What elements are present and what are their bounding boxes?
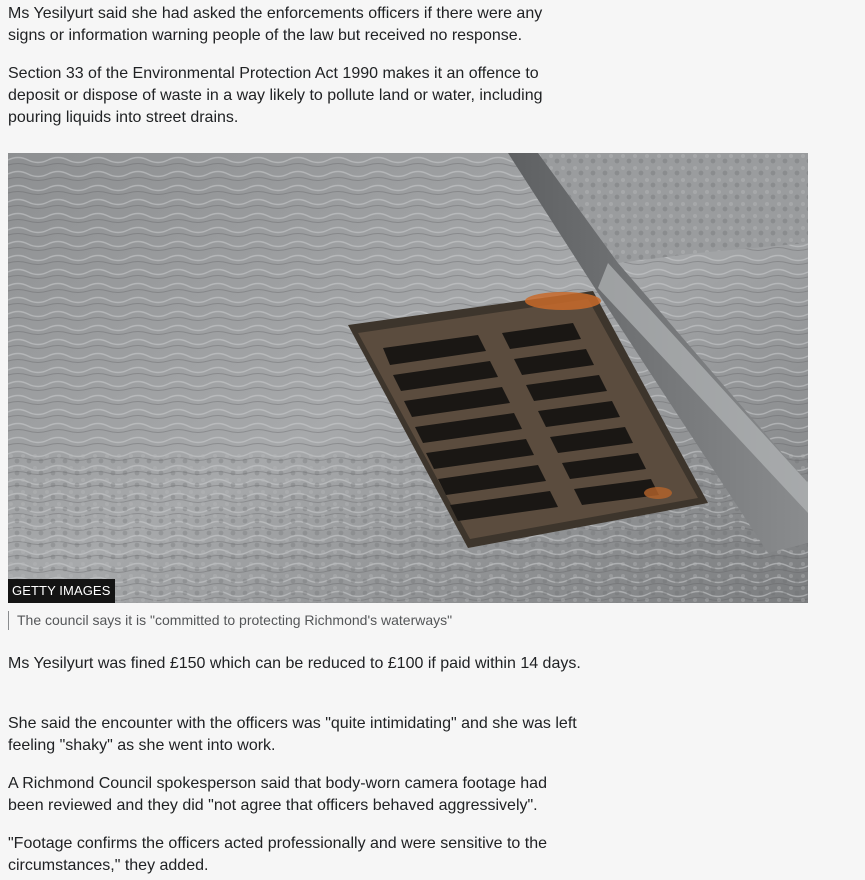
- image-caption: The council says it is "committed to protecting Richmond's waterways": [8, 611, 452, 630]
- paragraph-council-response: A Richmond Council spokesperson said that body-worn camera footage had been reviewed and they did "not agree that officers behaved aggressively".: [8, 775, 547, 814]
- paragraph-footage-quote: "Footage confirms the officers acted professionally and were sensitive to the circumstances," they added.: [8, 835, 547, 874]
- image-credit-badge: GETTY IMAGES: [8, 579, 115, 603]
- drain-photo: [8, 153, 808, 603]
- drain-photo-illustration: [8, 153, 808, 603]
- paragraph-fine: Ms Yesilyurt was fined £150 which can be reduced to £100 if paid within 14 days.: [8, 655, 581, 672]
- paragraph-officers-no-response: Ms Yesilyurt said she had asked the enforcements officers if there were any signs or information warning people of the law but received no response.: [8, 5, 543, 44]
- paragraph-section-33: Section 33 of the Environmental Protection Act 1990 makes it an offence to deposit or dispose of waste in a way likely to pollute land or water, including pouring liquids into street drains.: [8, 65, 543, 126]
- paragraph-encounter: She said the encounter with the officers was "quite intimidating" and she was left feeling "shaky" as she went into work.: [8, 715, 577, 754]
